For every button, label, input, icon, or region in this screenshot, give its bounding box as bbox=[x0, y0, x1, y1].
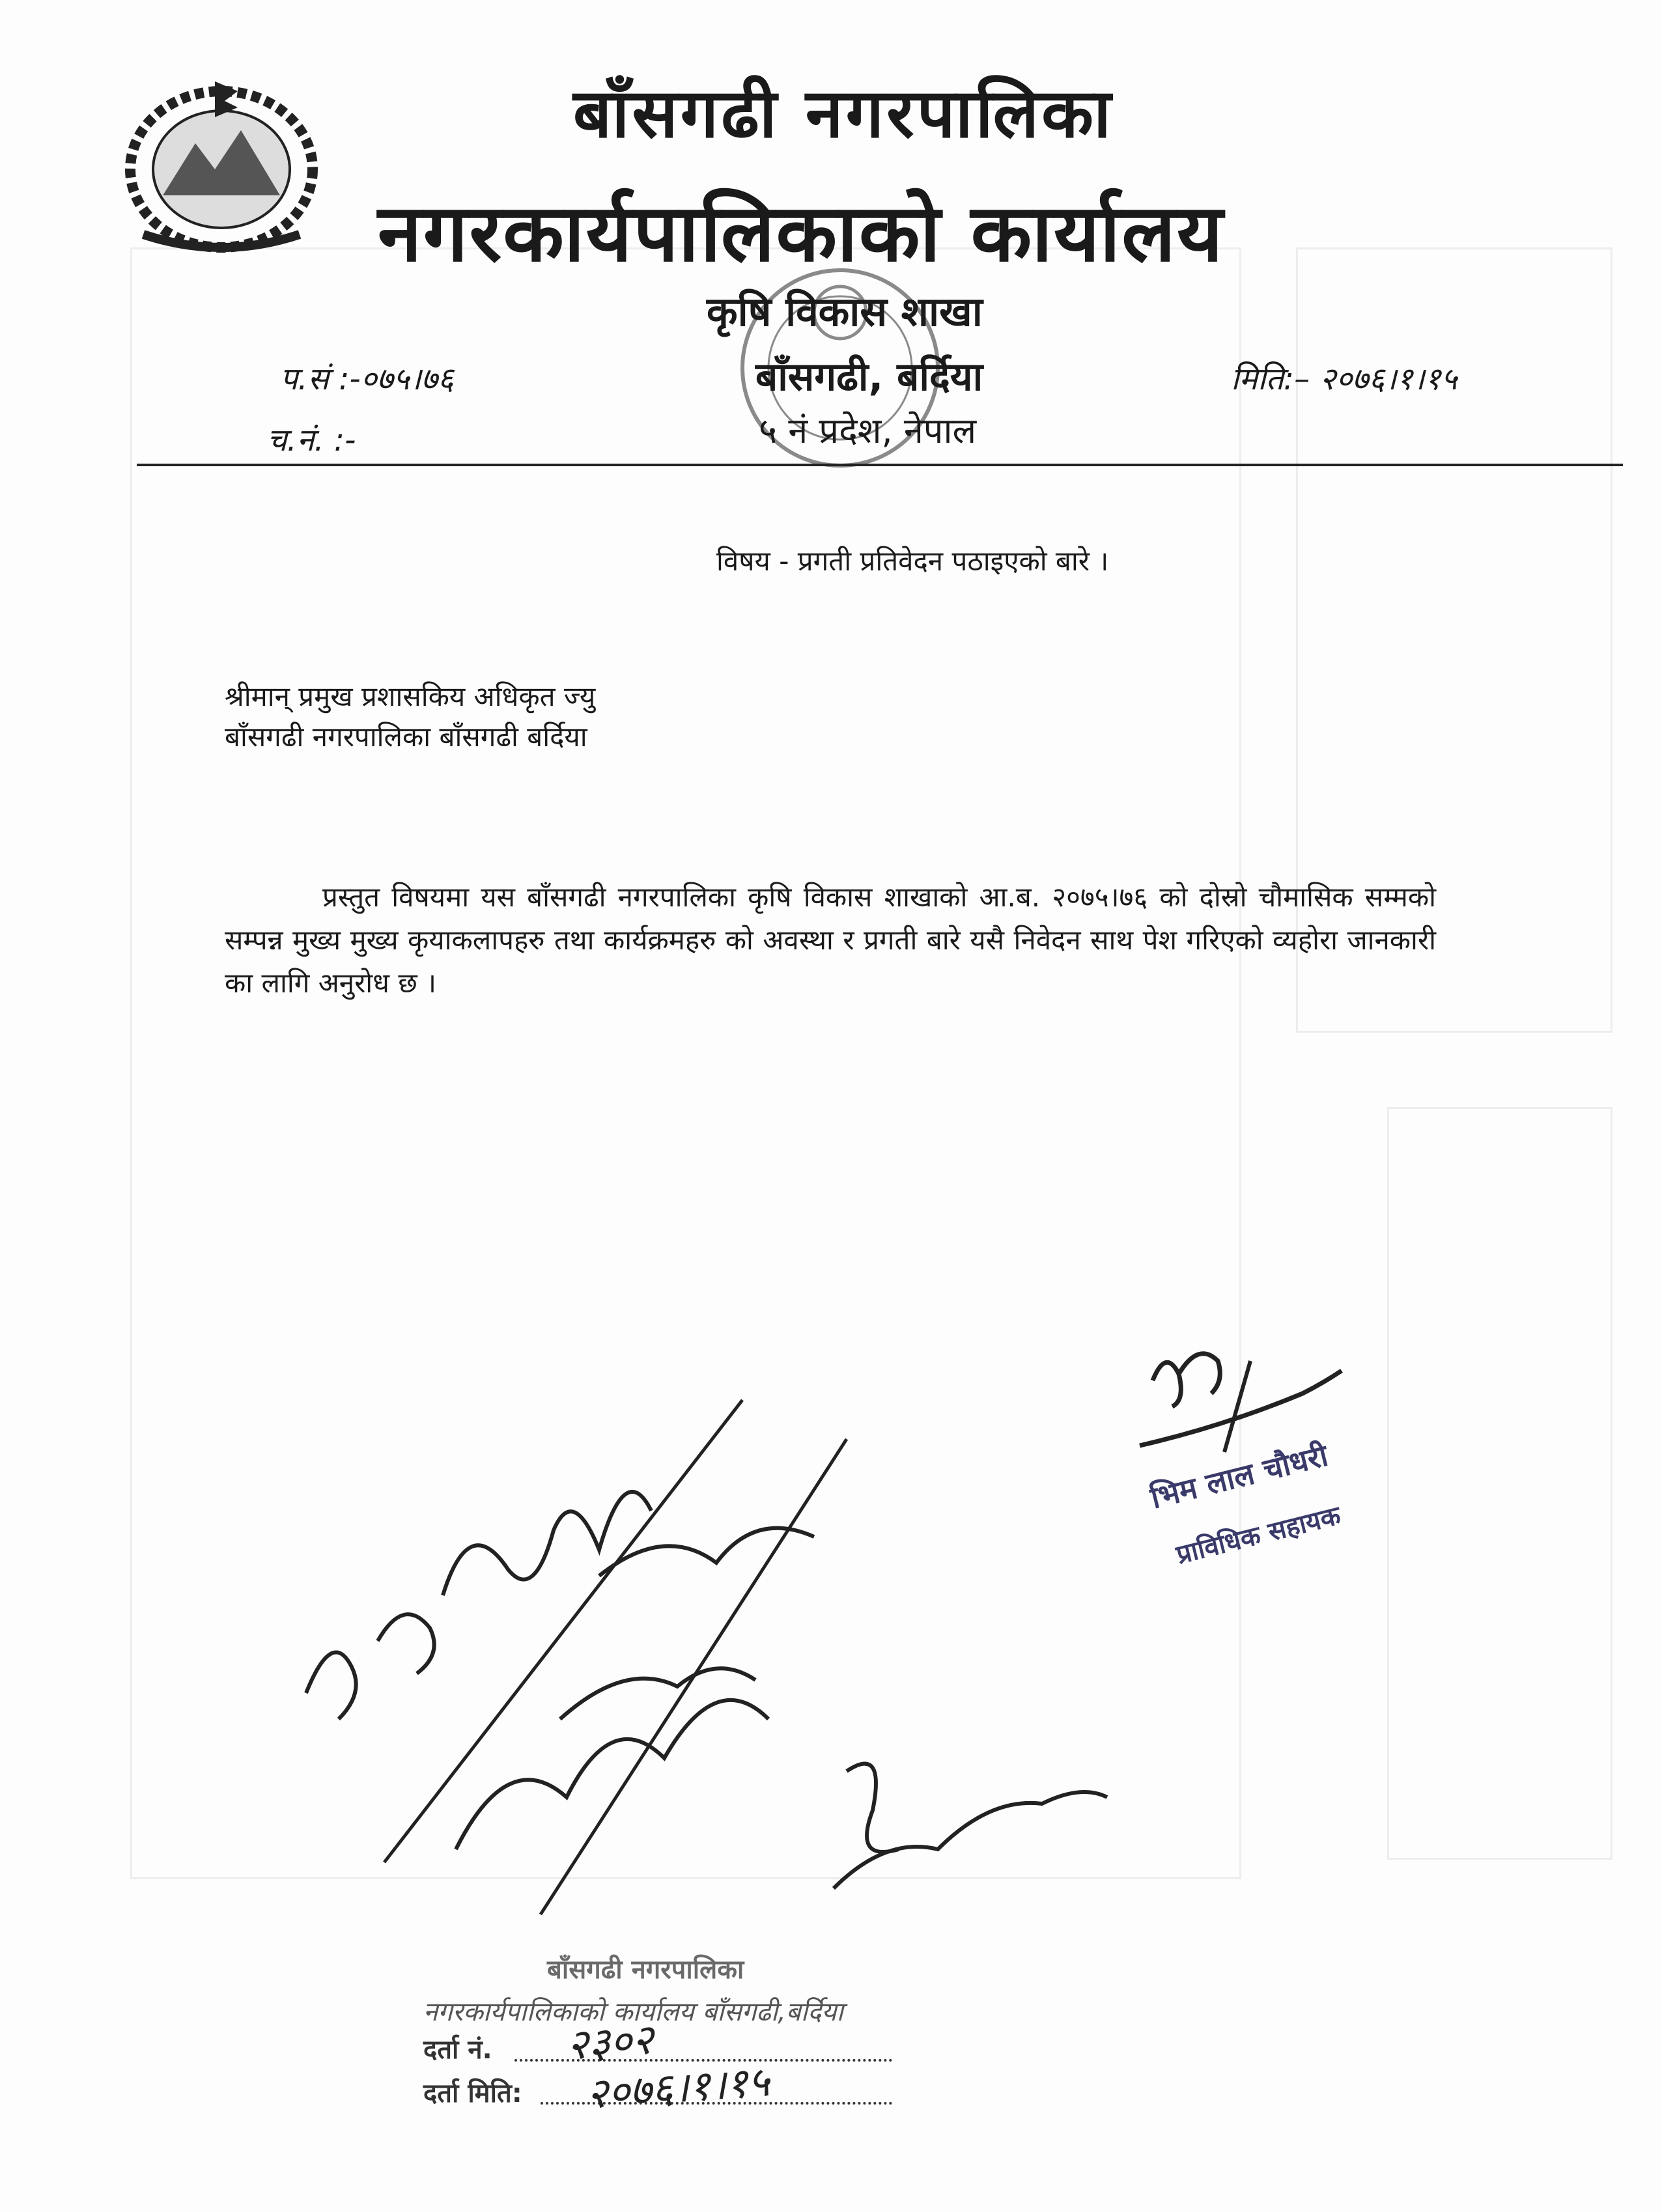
registration-number-label: दर्ता नं. bbox=[423, 2035, 492, 2065]
office-province: ५ नं प्रदेश, नेपाल bbox=[759, 410, 977, 451]
registration-date-label: दर्ता मिति: bbox=[423, 2079, 522, 2108]
registration-stamp-municipality: बाँसगढी नगरपालिका bbox=[547, 1955, 744, 1985]
header-divider bbox=[137, 464, 1623, 466]
letter-subject: विषय - प्रगती प्रतिवेदन पठाइएको बारे । bbox=[716, 545, 1109, 577]
letter-body: प्रस्तुत विषयमा यस बाँसगढी नगरपालिका कृषि विकास शाखाको आ.ब. २०७५।७६ को दोस्रो चौमासिक सम्मको सम्पन्न मुख्य मुख्य कृयाकलापहरु तथा कार्यक्रमहरु को अवस्था र प्रगती बारे यसै निवेदन साथ पेश गरिएको व्यहोरा जानकारी का लागि अनुरोध छ । bbox=[225, 881, 1436, 999]
addressee-line-2: बाँसगढी नगरपालिका बाँसगढी बर्दिया bbox=[225, 721, 587, 753]
registration-stamp-office: नगरकार्यपालिकाको कार्यालय बाँसगढी,बर्दिया bbox=[423, 1997, 843, 2027]
dispatch-number: च.नं. :- bbox=[267, 422, 356, 458]
addressee-line-1: श्रीमान् प्रमुख प्रशासकिय अधिकृत ज्यु bbox=[225, 680, 596, 712]
office-place: बाँसगढी, बर्दिया bbox=[755, 354, 983, 400]
branch-name: कृषि विकास शाखा bbox=[707, 288, 983, 335]
handwritten-note-icon bbox=[261, 1380, 1140, 1999]
letter-date: मिति:– २०७६।१।१५ bbox=[1231, 361, 1458, 397]
nepal-emblem-icon bbox=[117, 72, 326, 254]
office-name: नगरकार्यपालिकाको कार्यालय bbox=[378, 187, 1224, 279]
letter-reference-number: प.सं :-०७५।७६ bbox=[280, 361, 454, 397]
registration-date-value: २०७६।१।१५ bbox=[585, 2058, 771, 2119]
backside-ghost-box bbox=[1387, 1107, 1613, 1860]
signatory-title: प्राविधिक सहायक bbox=[1173, 1500, 1344, 1571]
registration-number-value: २३०२ bbox=[565, 2015, 655, 2070]
signatory-name: भिम लाल चौधरी bbox=[1147, 1437, 1332, 1516]
municipality-name: बाँसगढी नगरपालिका bbox=[573, 74, 1114, 153]
